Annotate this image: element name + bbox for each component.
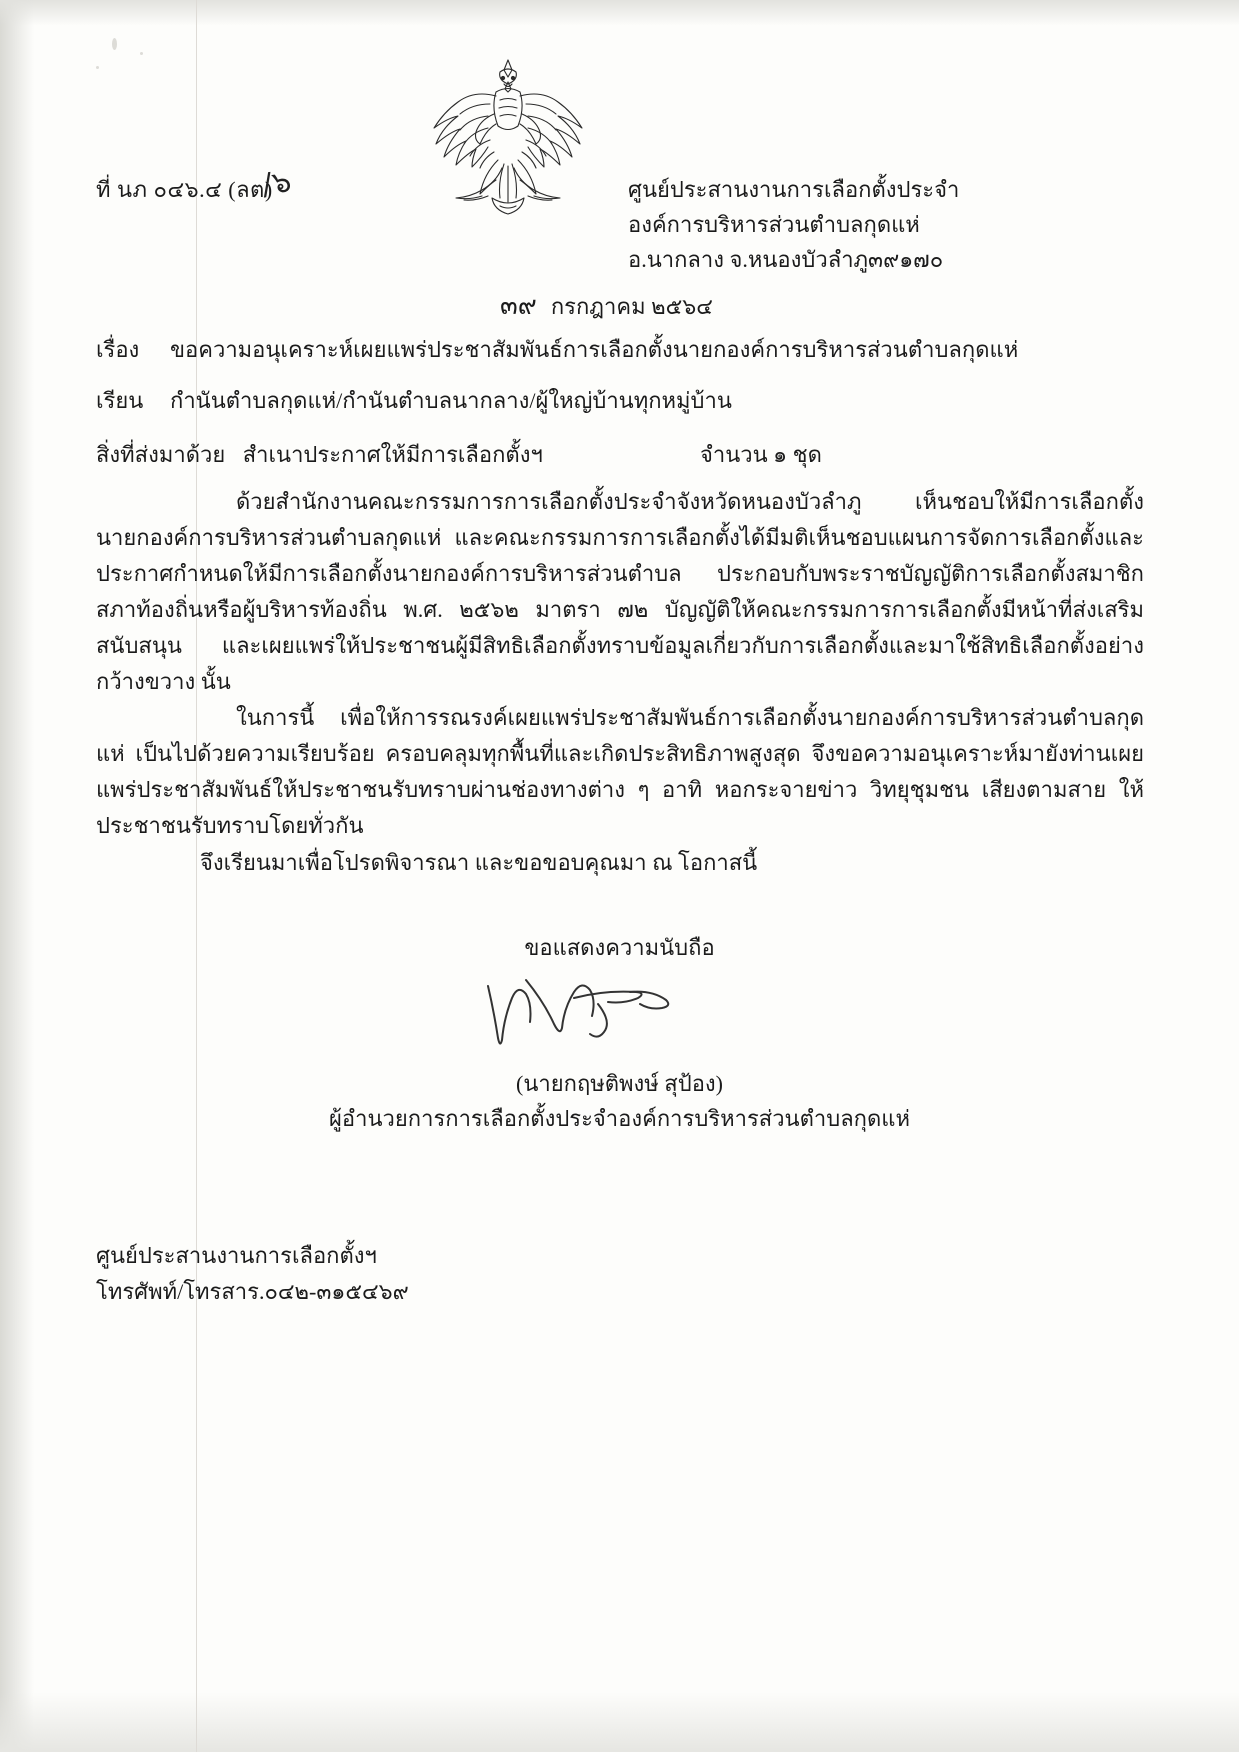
- subject-value: ขอความอนุเคราะห์เผยแพร่ประชาสัมพันธ์การเลือกตั้งนายกองค์การบริหารส่วนตำบลกุดแห่: [170, 337, 1019, 362]
- body-paragraph-3: จึงเรียนมาเพื่อโปรดพิจารณา และขอขอบคุณมา ณ โอกาสนี้: [200, 850, 758, 875]
- date-month-year: กรกฎาคม ๒๕๖๔: [550, 294, 713, 319]
- recipient-label: เรียน: [96, 388, 144, 413]
- subject-row: [96, 332, 1018, 367]
- paper-fold-line: [196, 0, 197, 1752]
- garuda-emblem: [418, 48, 598, 233]
- enclosure-row: [96, 437, 543, 472]
- footer-phone: โทรศัพท์/โทรสาร.๐๔๒-๓๑๕๔๖๙: [96, 1279, 409, 1304]
- recipient-row: [96, 383, 732, 418]
- subject-label: เรื่อง: [96, 337, 140, 362]
- body-paragraph-2: [96, 700, 1144, 844]
- document-number-handwritten: /๖: [259, 164, 294, 203]
- sender-line-1: ศูนย์ประสานงานการเลือกตั้งประจำ: [628, 177, 960, 202]
- paragraph-2-text: ในการนี้ เพื่อให้การรณรงค์เผยแพร่ประชาสัมพันธ์การเลือกตั้งนายกองค์การบริหารส่วนตำบลกุดแห่ เป็นไปด้วยความเรียบร้อย ครอบคลุมทุกพื้นที่และเกิดประสิทธิภาพสูงสุด จึงขอความอนุเคราะห์มายังท่านเผยแพร่ประชาสัมพันธ์ให้ประชาชนรับทราบผ่านช่องทางต่าง ๆ อาทิ หอกระจายข่าว วิทยุชุมชน เสียงตามสาย ให้ประชาชนรับทราบโดยทั่วกัน: [96, 705, 1144, 838]
- document-number: ที่ นภ ๐๔๖.๔ (ลต): [96, 177, 273, 202]
- scan-edge-shadow-top: [0, 0, 1239, 26]
- handwritten-signature: [470, 968, 720, 1058]
- footer-contact: [96, 1238, 409, 1310]
- paragraph-1-text: ด้วยสำนักงานคณะกรรมการการเลือกตั้งประจำจังหวัดหนองบัวลำภู เห็นชอบให้มีการเลือกตั้งนายกองค์การบริหารส่วนตำบลกุดแห่ และคณะกรรมการการเลือกตั้งได้มีมติเห็นชอบแผนการจัดการเลือกตั้งและประกาศกำหนดให้มีการเลือกตั้งนายกองค์การบริหารส่วนตำบล ประกอบกับพระราชบัญญัติการเลือกตั้งสมาชิกสภาท้องถิ่นหรือผู้บริหารท้องถิ่น พ.ศ. ๒๕๖๒ มาตรา ๗๒ บัญญัติให้คณะกรรมการการเลือกตั้งมีหน้าที่ส่งเสริมสนับสนุน และเผยแพร่ให้ประชาชนผู้มีสิทธิเลือกตั้งทราบข้อมูลเกี่ยวกับการเลือกตั้งและมาใช้สิทธิเลือกตั้งอย่างกว้างขวาง นั้น: [96, 489, 1144, 694]
- signer-title: ผู้อำนวยการการเลือกตั้งประจำองค์การบริหารส่วนตำบลกุดแห่: [329, 1106, 910, 1131]
- scan-edge-shadow-left: [0, 0, 34, 1752]
- sender-line-2: องค์การบริหารส่วนตำบลกุดแห่: [628, 212, 920, 237]
- body-paragraph-1: [96, 484, 1144, 700]
- sender-office-block: [628, 172, 959, 277]
- scan-edge-shadow-bottom: [0, 1692, 1239, 1752]
- scan-speck: [96, 66, 99, 69]
- scan-speck: [140, 52, 143, 55]
- scan-speck: [112, 38, 117, 50]
- enclosure-value: สำเนาประกาศให้มีการเลือกตั้งฯ: [242, 442, 543, 467]
- recipient-value: กำนันตำบลกุดแห่/กำนันตำบลนากลาง/ผู้ใหญ่บ้านทุกหมู่บ้าน: [170, 388, 732, 413]
- date-day: ๓๙: [500, 291, 537, 321]
- sender-line-3: อ.นากลาง จ.หนองบัวลำภู๓๙๑๗๐: [628, 247, 944, 272]
- enclosure-label: สิ่งที่ส่งมาด้วย: [96, 442, 226, 467]
- enclosure-count: จำนวน ๑ ชุด: [700, 442, 822, 467]
- closing-salutation: ขอแสดงความนับถือ: [524, 935, 715, 960]
- document-date: [500, 285, 713, 326]
- footer-office: ศูนย์ประสานงานการเลือกตั้งฯ: [96, 1243, 377, 1268]
- signer-name: (นายกฤษติพงษ์ สุป้อง): [516, 1071, 723, 1096]
